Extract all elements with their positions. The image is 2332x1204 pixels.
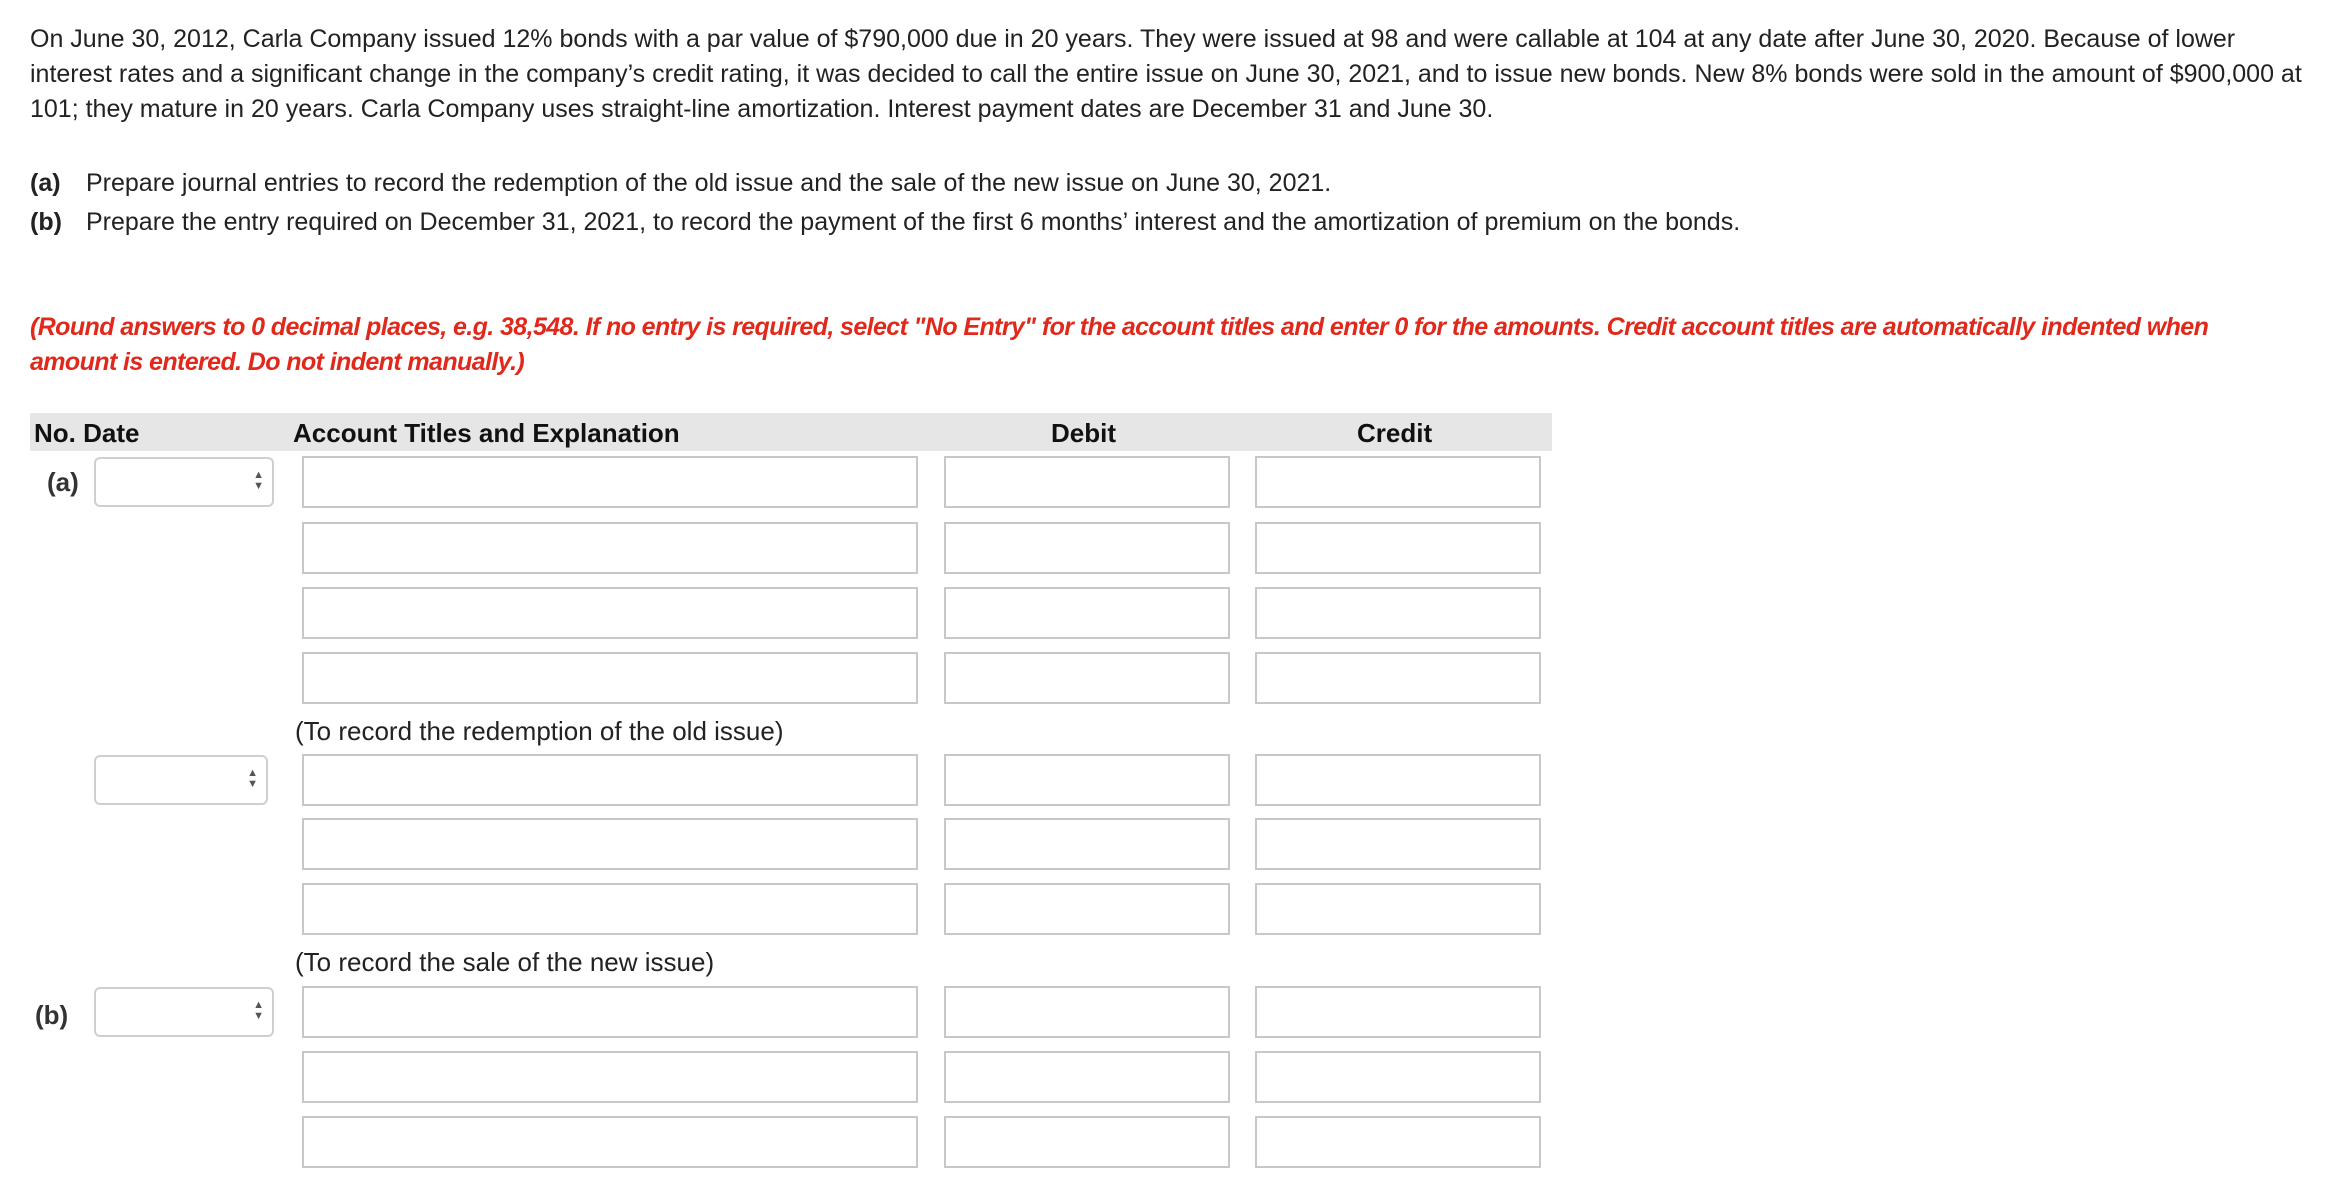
debit-input[interactable] [944, 456, 1230, 508]
account-title-input[interactable] [302, 883, 918, 935]
debit-input[interactable] [944, 818, 1230, 870]
credit-input[interactable] [1255, 522, 1541, 574]
debit-input[interactable] [944, 522, 1230, 574]
debit-input[interactable] [944, 587, 1230, 639]
debit-input[interactable] [944, 652, 1230, 704]
select-arrows-icon: ▲ ▼ [253, 999, 264, 1022]
entry-b-label: (b) [35, 1000, 69, 1030]
account-title-input[interactable] [302, 1051, 918, 1103]
part-b-letter: (b) [30, 208, 62, 236]
debit-input[interactable] [944, 754, 1230, 806]
account-title-input[interactable] [302, 652, 918, 704]
account-title-input[interactable] [302, 1116, 918, 1168]
part-a-letter: (a) [30, 169, 61, 197]
credit-input[interactable] [1255, 883, 1541, 935]
entry-b-date-select[interactable] [94, 987, 274, 1037]
entry-a2-explanation: (To record the sale of the new issue) [295, 947, 715, 977]
part-a-text: Prepare journal entries to record the redemption of the old issue and the sale of the new issue on June 30, 2021. [86, 169, 1332, 197]
credit-input[interactable] [1255, 986, 1541, 1038]
account-title-input[interactable] [302, 587, 918, 639]
debit-input[interactable] [944, 1051, 1230, 1103]
entry-a-label: (a) [47, 467, 79, 497]
credit-input[interactable] [1255, 456, 1541, 508]
credit-input[interactable] [1255, 818, 1541, 870]
header-credit: Credit [1357, 418, 1433, 448]
account-title-input[interactable] [302, 986, 918, 1038]
credit-input[interactable] [1255, 652, 1541, 704]
account-title-input[interactable] [302, 754, 918, 806]
header-account-titles: Account Titles and Explanation [293, 418, 680, 448]
journal-table-header [30, 413, 1552, 451]
credit-input[interactable] [1255, 587, 1541, 639]
entry-a2-date-select[interactable] [94, 755, 268, 805]
problem-statement: On June 30, 2012, Carla Company issued 12% bonds with a par value of $790,000 due in 20 years. They were issued at 98 and were callable at 104 at any date after June 30, 2020. Because of lower interest rates and a significant change in the company’s credit rating, it was decided to call the entire issue on June 30, 2021, and to issue new bonds. New 8% bonds were sold in the amount of $900,000 at 101; they mature in 20 years. Carla Company uses straight-line amortization. Interest payment dates are December 31 and June 30. [30, 25, 2302, 123]
entry-a-explanation: (To record the redemption of the old issue) [295, 716, 784, 746]
part-b [30, 203, 2230, 242]
select-arrows-icon: ▲ ▼ [253, 469, 264, 492]
header-debit: Debit [1051, 418, 1116, 448]
debit-input[interactable] [944, 883, 1230, 935]
credit-input[interactable] [1255, 1116, 1541, 1168]
account-title-input[interactable] [302, 522, 918, 574]
account-title-input[interactable] [302, 818, 918, 870]
part-b-text: Prepare the entry required on December 31, 2021, to record the payment of the first 6 months’ interest and the amortization of premium on the bonds. [86, 208, 1741, 236]
entry-a-date-select[interactable] [94, 457, 274, 507]
header-no-date: No. Date [34, 418, 140, 448]
select-arrows-icon: ▲ ▼ [247, 767, 258, 790]
part-a [30, 164, 2230, 203]
debit-input[interactable] [944, 986, 1230, 1038]
credit-input[interactable] [1255, 754, 1541, 806]
question-parts [30, 164, 2230, 242]
account-title-input[interactable] [302, 456, 918, 508]
debit-input[interactable] [944, 1116, 1230, 1168]
rounding-instruction: (Round answers to 0 decimal places, e.g. 38,548. If no entry is required, select "No Entry" for the account titles and enter 0 for the amounts. Credit account titles are automatically indented when amount is entered. Do not indent manually.) [30, 313, 2209, 376]
credit-input[interactable] [1255, 1051, 1541, 1103]
